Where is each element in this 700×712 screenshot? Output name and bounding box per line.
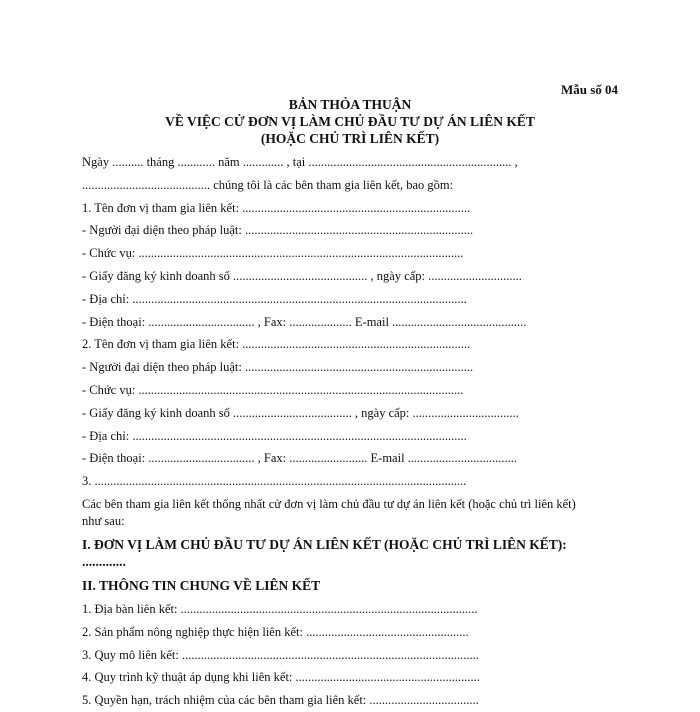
form-number: Mẫu số 04 <box>560 82 618 97</box>
parties-intro-line: ......................................... chúng tôi là các bên tham gia liên kết, bao gồm: <box>82 177 454 192</box>
party2-business-license-line: - Giấy đăng ký kinh doanh số ...................................... , ngày cấp: .................................. <box>82 405 519 420</box>
party2-representative-line: - Người đại diện theo pháp luật: ......................................................................... <box>82 360 474 375</box>
party1-representative-line: - Người đại diện theo pháp luật: ......................................................................... <box>82 223 474 238</box>
document-subtitle-note: (HOẶC CHỦ TRÌ LIÊN KẾT) <box>260 131 440 146</box>
section2-item-4: 4. Quy trình kỹ thuật áp dụng khi liên kết: ........................................................... <box>82 670 480 685</box>
party2-position-line: - Chức vụ: ........................................................................................................ <box>82 382 464 397</box>
section-2-heading: II. THÔNG TIN CHUNG VỀ LIÊN KẾT <box>82 577 321 593</box>
section2-item-1: 1. Địa bàn liên kết: ............................................................................................... <box>82 601 478 616</box>
section2-item-5: 5. Quyền hạn, trách nhiệm của các bên tham gia liên kết: ................................... <box>82 693 479 708</box>
document-title: BẢN THỎA THUẬN <box>288 97 412 112</box>
section2-item-3: 3. Quy mô liên kết: ............................................................................................... <box>82 647 479 662</box>
section2-item-2: 2. Sản phẩm nông nghiệp thực hiện liên kết: .................................................... <box>82 624 469 639</box>
party3-line: 3. ....................................................................................................................... <box>82 474 467 489</box>
party1-position-line: - Chức vụ: ........................................................................................................ <box>82 246 464 261</box>
party1-business-license-line: - Giấy đăng ký kinh doanh số ........................................... , ngày cấp: .............................. <box>82 268 522 283</box>
document-body <box>82 151 582 712</box>
party1-address-line: - Địa chỉ: ........................................................................................................... <box>82 291 467 306</box>
document-subtitle: VỀ VIỆC CỬ ĐƠN VỊ LÀM CHỦ ĐẦU TƯ DỰ ÁN LIÊN KẾT <box>165 114 535 129</box>
party2-address-line: - Địa chỉ: ........................................................................................................... <box>82 428 467 443</box>
party2-contact-line: - Điện thoại: .................................. , Fax: ......................... E-mail ................................... <box>82 451 518 466</box>
party1-name-line: 1. Tên đơn vị tham gia liên kết: ......................................................................... <box>82 200 471 215</box>
party2-name-line: 2. Tên đơn vị tham gia liên kết: ......................................................................... <box>82 337 471 352</box>
agreement-paragraph: Các bên tham gia liên kết thống nhất cử đơn vị làm chủ đầu tư dự án liên kết (hoặc chủ trì liên kết) như sau: <box>82 496 576 528</box>
date-place-line: Ngày .......... tháng ............ năm ............. , tại ................................................................. , <box>82 155 518 169</box>
party1-contact-line: - Điện thoại: .................................. , Fax: .................... E-mail ........................................... <box>82 314 527 329</box>
section-1-heading: I. ĐƠN VỊ LÀM CHỦ ĐẦU TƯ DỰ ÁN LIÊN KẾT (HOẶC CHỦ TRÌ LIÊN KẾT): ............. <box>82 536 567 569</box>
